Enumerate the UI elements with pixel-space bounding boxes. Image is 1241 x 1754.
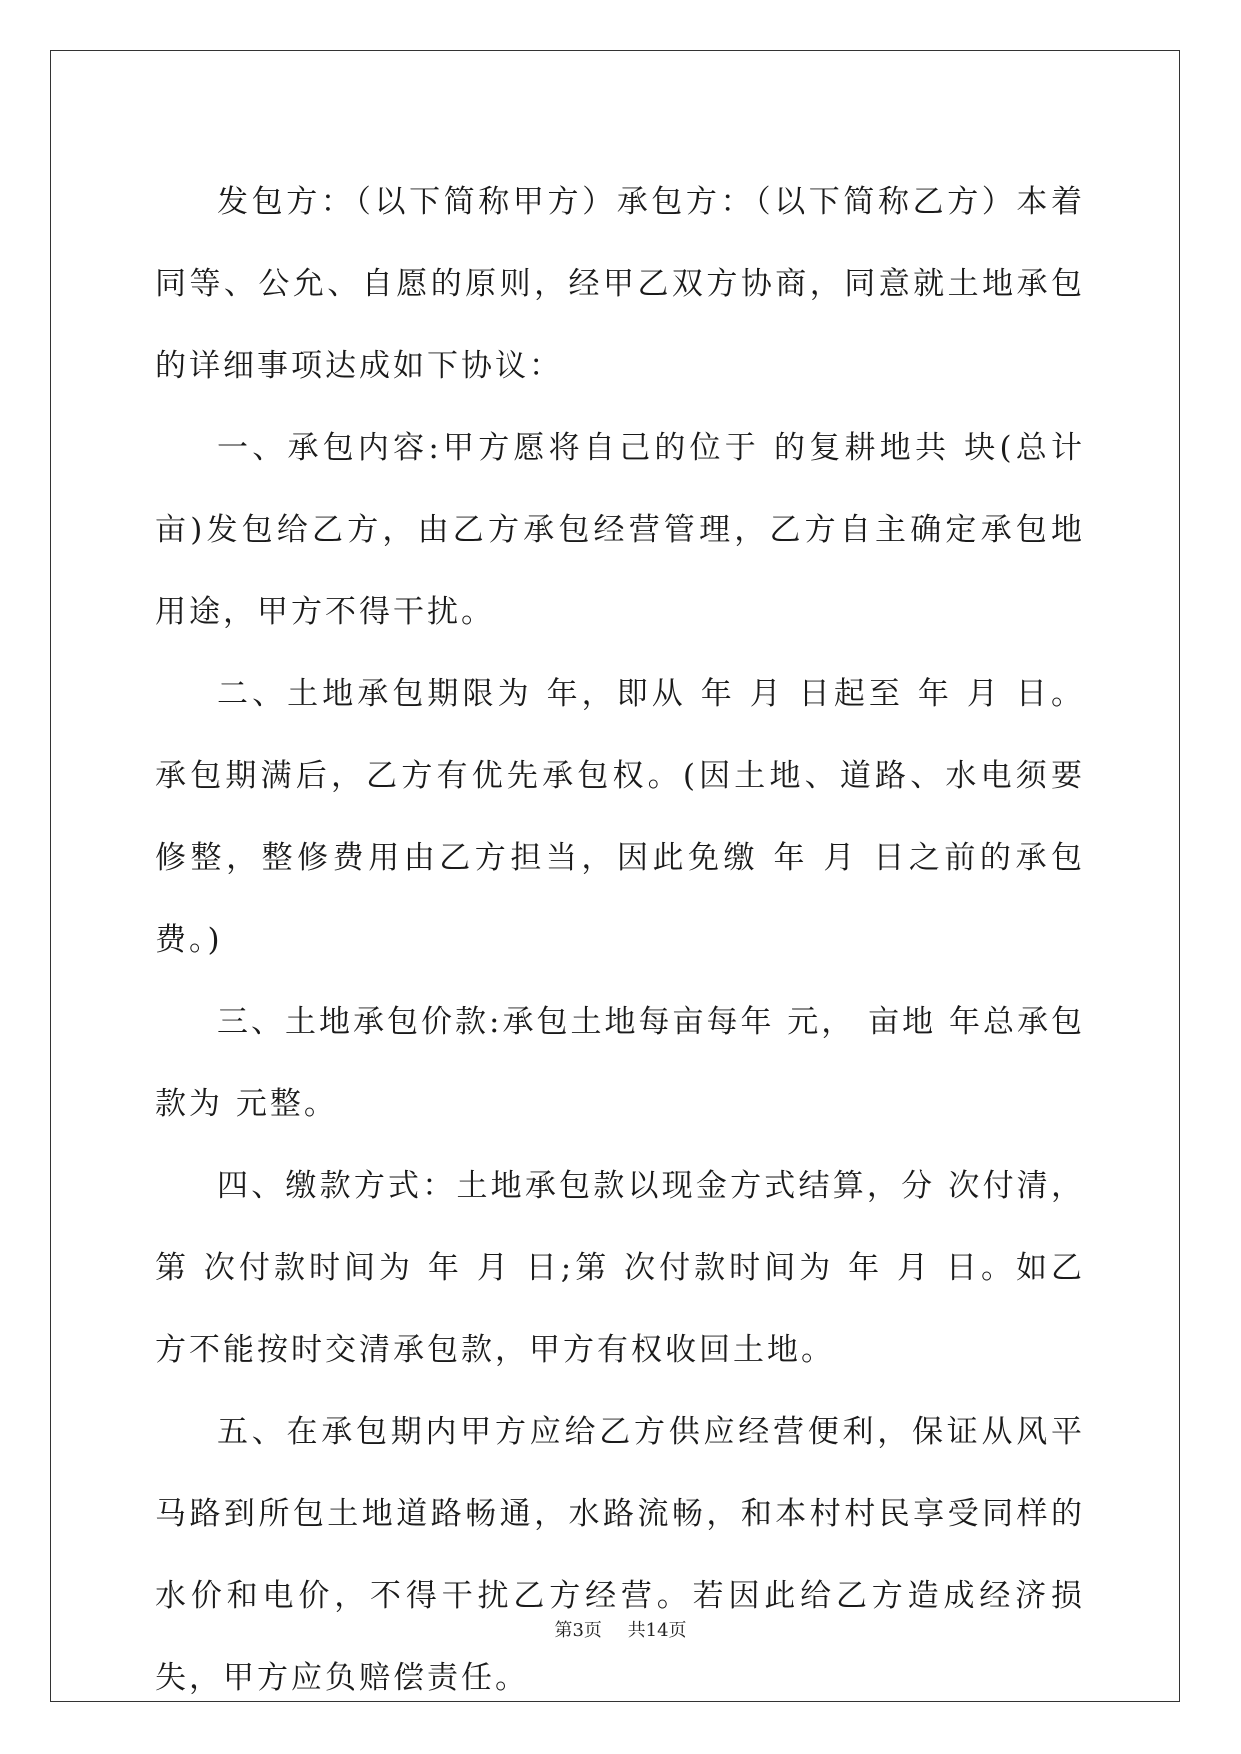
page-total: 共14页 bbox=[627, 1620, 687, 1641]
page-footer bbox=[0, 1616, 1241, 1642]
page-number: 第3页 bbox=[554, 1620, 602, 1641]
paragraph-clause-3: 三、土地承包价款:承包土地每亩每年 元， 亩地 年总承包款为 元整。 bbox=[155, 1004, 1086, 1122]
paragraph-clause-4: 四、缴款方式：土地承包款以现金方式结算，分 次付清，第 次付款时间为 年 月 日;第 次付款时间为 年 月 日。如乙方不能按时交清承包款，甲方有权收回土地。 bbox=[155, 1168, 1085, 1368]
document-body bbox=[155, 161, 1085, 1719]
paragraph-clause-1: 一、承包内容:甲方愿将自己的位于 的复耕地共 块(总计 亩)发包给乙方，由乙方承包经营管理，乙方自主确定承包地用途，甲方不得干扰。 bbox=[155, 430, 1085, 630]
paragraph-clause-2: 二、土地承包期限为 年，即从 年 月 日起至 年 月 日。承包期满后，乙方有优先承包权。(因土地、道路、水电须要修整，整修费用由乙方担当，因此免缴 年 月 日之前的承包费。) bbox=[155, 676, 1085, 958]
paragraph-preamble: 发包方：（以下简称甲方）承包方：（以下简称乙方）本着同等、公允、自愿的原则，经甲乙双方协商，同意就土地承包的详细事项达成如下协议： bbox=[155, 184, 1085, 384]
paragraph-clause-5: 五、在承包期内甲方应给乙方供应经营便利，保证从风平马路到所包土地道路畅通，水路流畅，和本村村民享受同样的水价和电价，不得干扰乙方经营。若因此给乙方造成经济损失，甲方应负赔偿责任。 bbox=[155, 1414, 1085, 1696]
